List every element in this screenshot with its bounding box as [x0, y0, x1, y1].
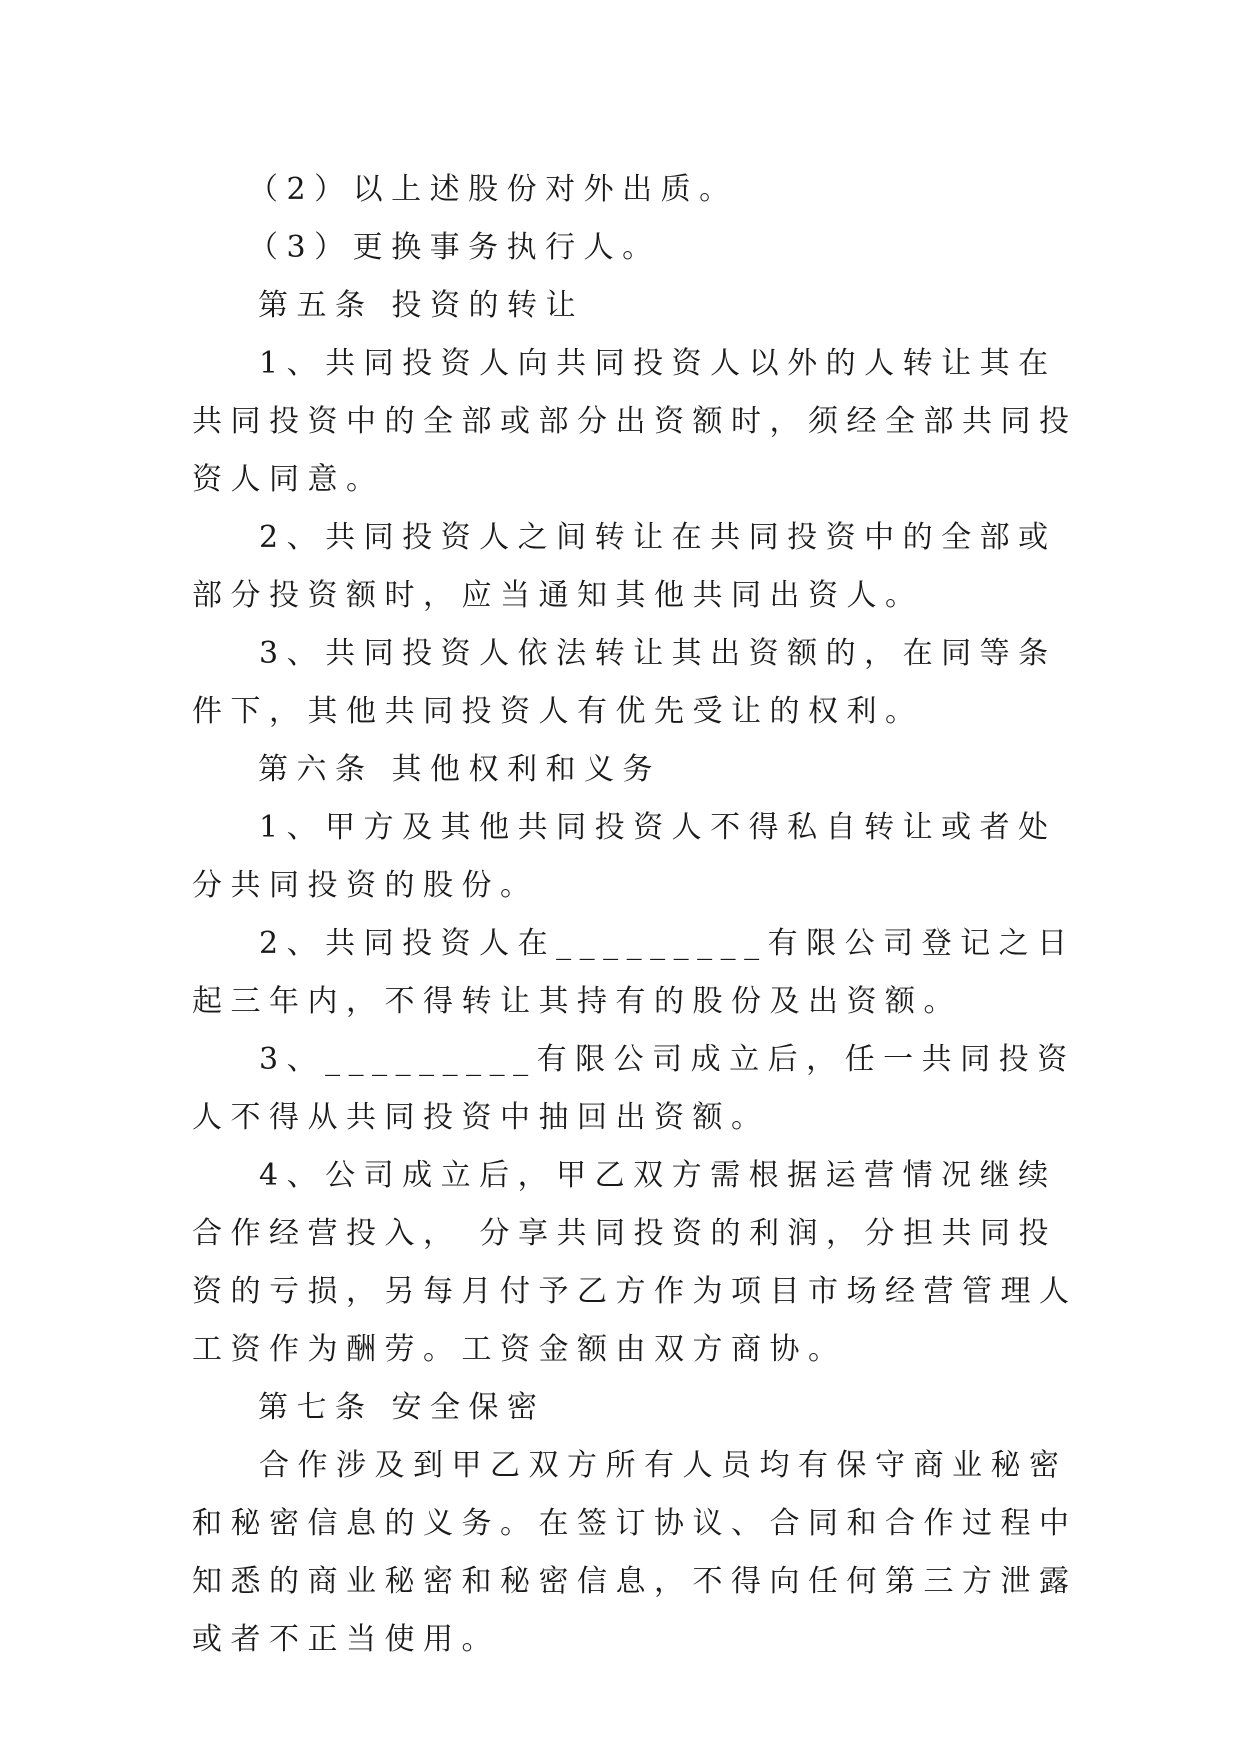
article-6-heading: 第六条 其他权利和义务 — [258, 752, 662, 787]
article-6-clause-2: 2、共同投资人在_________有限公司登记之日起三年内，不得转让其持有的股份及出资额。 — [192, 926, 1076, 1019]
article-7-clause: 合作涉及到甲乙双方所有人员均有保守商业秘密和秘密信息的义务。在签订协议、合同和合作过程中知悉的商业秘密和秘密信息，不得向任何第三方泄露或者不正当使用。 — [192, 1448, 1078, 1657]
article-7-heading: 第七条 安全保密 — [258, 1390, 546, 1425]
article-6-clause-4: 4、公司成立后，甲乙双方需根据运营情况继续合作经营投入， 分享共同投资的利润，分担共同投资的亏损，另每月付予乙方作为项目市场经营管理人工资作为酬劳。工资金额由双方商协。 — [192, 1158, 1078, 1367]
article-6-clause-1: 1、甲方及其他共同投资人不得私自转让或者处分共同投资的股份。 — [192, 810, 1057, 903]
list-item-replace-executor: （3）更换事务执行人。 — [248, 230, 661, 265]
article-5-heading: 第五条 投资的转让 — [258, 288, 585, 323]
article-6-clause-3: 3、_________有限公司成立后，任一共同投资人不得从共同投资中抽回出资额。 — [192, 1042, 1076, 1135]
article-5-clause-1: 1、共同投资人向共同投资人以外的人转让其在共同投资中的全部或部分出资额时，须经全部共同投资人同意。 — [192, 346, 1078, 497]
list-item-pledge: （2）以上述股份对外出质。 — [248, 172, 738, 207]
article-5-clause-2: 2、共同投资人之间转让在共同投资中的全部或部分投资额时，应当通知其他共同出资人。 — [192, 520, 1057, 613]
document-body — [192, 161, 1092, 1669]
article-5-clause-3: 3、共同投资人依法转让其出资额的，在同等条件下，其他共同投资人有优先受让的权利。 — [192, 636, 1057, 729]
